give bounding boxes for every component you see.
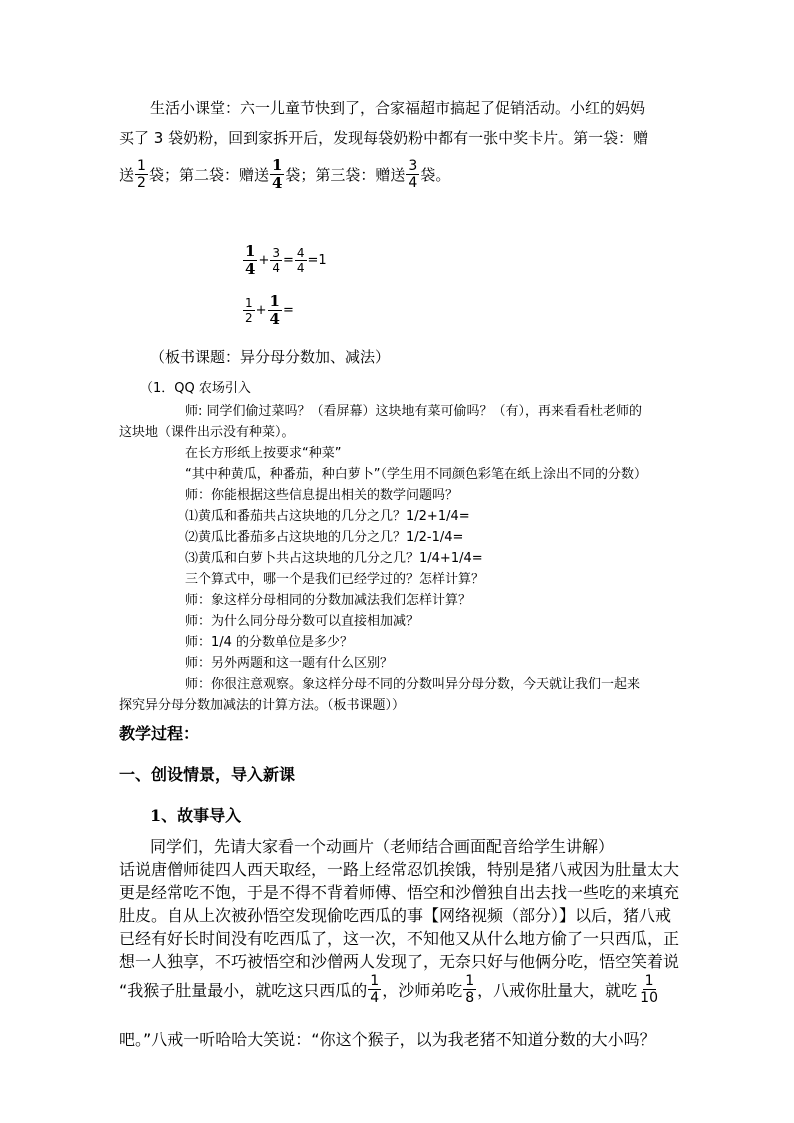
fraction-three-quarters: $\frac{3}{4}$	[408, 158, 418, 191]
fraction-one-eighth: $\frac{1}{8}$	[465, 972, 475, 1006]
board-title: （板书课题：异分母分数加、减法）	[150, 348, 391, 366]
teaching-process-heading: 教学过程：	[119, 724, 200, 743]
eq1-fraction-a: $\frac{1}{4}$	[245, 242, 256, 278]
eq1-fraction-c: $\frac{4}{4}$	[296, 246, 305, 275]
fraction-quarter: $\frac{1}{4}$	[271, 156, 283, 192]
quote-text-b: ，沙师弟吃	[382, 980, 463, 1000]
story-line: 更是经常吃不饱，于是不得不背着师傅、悟空和沙僧独自出去找一些吃的来填充	[119, 883, 680, 902]
intro-text-d: 袋。	[420, 166, 451, 184]
intro-line-1: 生活小课堂：六一儿童节快到了，合家福超市搞起了促销活动。小红的妈妈	[150, 99, 646, 117]
section-1-line: 三个算式中，哪一个是我们已经学过的？怎样计算？	[185, 572, 485, 587]
equation-2	[242, 294, 294, 327]
question-2: ⑵黄瓜比番茄多占这块地的几分之几？1/2-1/4=	[185, 530, 464, 545]
eq2-equals: =	[282, 303, 294, 318]
question-1: ⑴黄瓜和番茄共占这块地的几分之几？1/2+1/4=	[185, 509, 470, 524]
section-1-line: 师：1/4 的分数单位是多少？	[185, 635, 354, 650]
section-1-line: 师：象这样分母相同的分数加减法我们怎样计算？	[185, 593, 472, 608]
eq1-fraction-b: $\frac{3}{4}$	[272, 246, 280, 275]
quote-text-c: ，八戒你肚量大，就吃	[477, 980, 638, 1000]
equation-1	[242, 244, 327, 277]
eq2-plus: +	[255, 303, 267, 318]
section-1-line: 探究异分母分数加减法的计算方法。（板书课题））	[119, 698, 406, 713]
section-1-line: 这块地（课件出示没有种菜）。	[119, 425, 295, 440]
story-quote-line	[119, 966, 661, 1012]
story-line: 话说唐僧师徒四人西天取经，一路上经常忍饥挨饿，特别是猪八戒因为肚量太大	[119, 860, 680, 879]
intro-text-c: 袋；第三袋：赠送	[285, 166, 406, 184]
intro-text-a: 送	[119, 166, 135, 184]
intro-line-2: 买了 3 袋奶粉，回到家拆开后，发现每袋奶粉中都有一张中奖卡片。第一袋：赠	[119, 129, 649, 147]
section-1-line: 在长方形纸上按要求“种菜”	[185, 446, 342, 461]
section-1-line: 师：你能根据这些信息提出相关的数学问题吗？	[185, 488, 459, 503]
eq1-plus: +	[258, 253, 270, 268]
question-3: ⑶黄瓜和白萝卜共占这块地的几分之几？1/4+1/4=	[185, 551, 483, 566]
story-line: 同学们，先请大家看一个动画片（老师结合画面配音给学生讲解）	[150, 837, 615, 856]
subsection-1-heading: 1、故事导入	[150, 806, 242, 825]
fraction-one-tenth: $\frac{1}{10}$	[640, 972, 658, 1006]
eq1-result: =1	[307, 253, 327, 268]
story-line: 已经有好长时间没有吃西瓜了，这一次，不知他又从什么地方偷了一只西瓜，正	[119, 929, 680, 948]
story-last-line: 吧。”八戒一听哈哈大笑说：“你这个猴子，以为我老猪不知道分数的大小吗？	[119, 1030, 656, 1049]
story-line: 想一人独享，不巧被悟空和沙僧两人发现了，无奈只好与他俩分吃，悟空笑着说	[119, 952, 680, 971]
section-1-line: 师：为什么同分母分数可以直接相加减？	[185, 614, 420, 629]
eq2-fraction-b: $\frac{1}{4}$	[269, 292, 280, 328]
section-1-line: 师: 同学们偷过菜吗？（看屏幕）这块地有菜可偷吗？（有），再来看看杜老师的	[185, 404, 643, 419]
eq1-equals: =	[282, 253, 294, 268]
part-1-heading: 一、创设情景，导入新课	[119, 765, 296, 784]
fraction-half: $\frac{1}{2}$	[137, 158, 146, 191]
eq2-fraction-a: $\frac{1}{2}$	[245, 296, 253, 325]
intro-line-3	[119, 158, 450, 191]
section-1-line: 师：另外两题和这一题有什么区别？	[185, 656, 394, 671]
story-line: 肚皮。自从上次被孙悟空发现偷吃西瓜的事【网络视频（部分）】以后，猪八戒	[119, 906, 672, 925]
section-1-line: 师：你很注意观察。象这样分母不同的分数叫异分母分数，今天就让我们一起来	[185, 677, 641, 692]
section-1-line: “其中种黄瓜，种番茄，种白萝卜”（学生用不同颜色彩笔在纸上涂出不同的分数）	[185, 467, 647, 482]
fraction-one-quarter: $\frac{1}{4}$	[370, 972, 380, 1006]
quote-text-a: “我猴子肚量最小，就吃这只西瓜的	[119, 980, 368, 1000]
section-1-heading: （1．QQ 农场引入	[140, 381, 251, 396]
intro-text-b: 袋；第二袋：赠送	[148, 166, 269, 184]
